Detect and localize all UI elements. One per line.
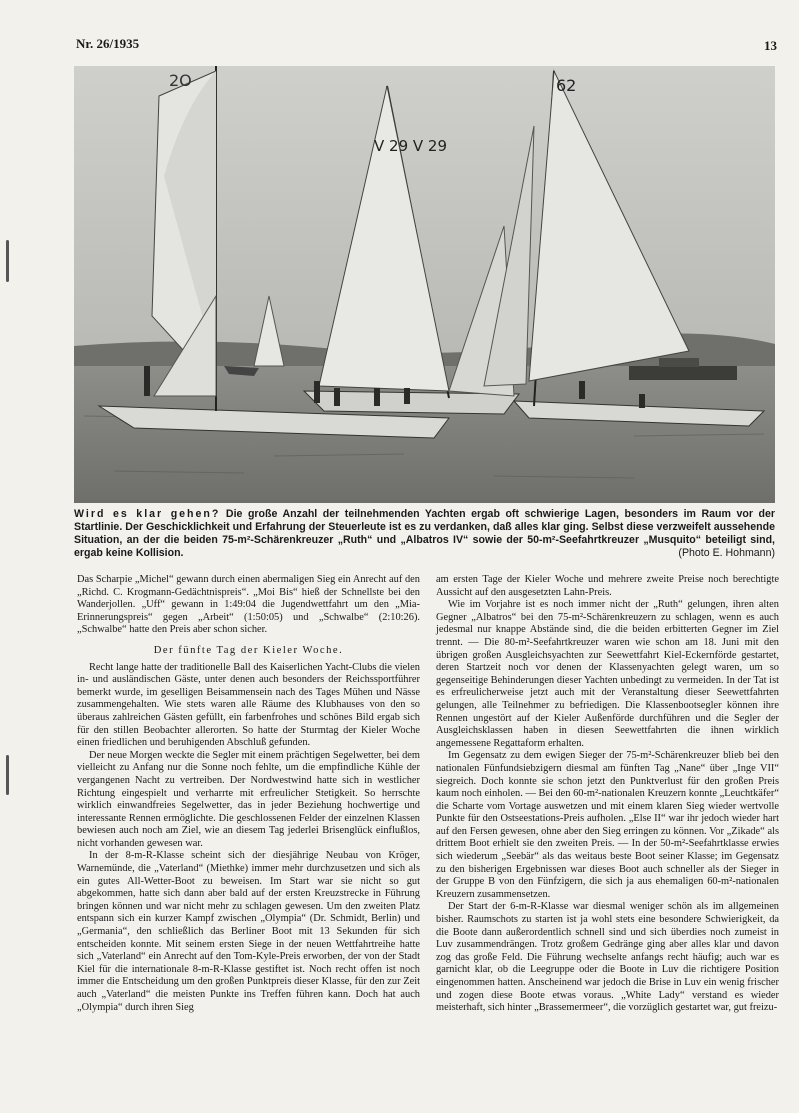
binding-mark-bottom — [6, 755, 9, 795]
caption-lead: Wird es klar gehen? — [74, 508, 221, 520]
sail-number-center: V 29 V 29 — [374, 137, 448, 155]
photo-credit: (Photo E. Hohmann) — [678, 547, 775, 559]
paragraph: In der 8-m-R-Klasse scheint sich der diesjährige Neubau von Kröger, Warnemünde, die „Vaterland“ (Miethke) immer mehr durchzusetzen und sich als ein gutes All-Wetter-Boot zu beweisen. Im Start war sie nicht so gut abgekommen, hatte sich dann aber bald auf der ersten Kreuzstrecke in Führung bringen können und war nicht mehr zu schlagen gewesen. Um den zweiten Platz entspann sich ein kurzer Kampf zwischen „Olympia“ (Dr. Schmidt, Berlin) und „Germania“, den schließlich das Berliner Boot mit 13 Sekunden für sich entscheiden konnte. Mit seinem ersten Siege in der neuen Wettfahrtreihe hatte sich „Vaterland“ ein Anrecht auf den Tom-Kyle-Preis erworben, der von der Stadt Kiel für die internationale 8-m-R-Klasse gestiftet ist. Noch recht offen ist noch immer die Entscheidung um den großen Punktpreis dieser Klasse, für den zur Zeit auch „Vaterland“ die meisten Punkte ins Treffen führen kann. Doch hat auch „Olympia“ durch ihren Sieg — [77, 850, 420, 1013]
regatta-photo — [74, 66, 775, 503]
sail-number-left: 2O — [169, 71, 192, 90]
left-column — [77, 574, 420, 1014]
paragraph: Im Gegensatz zu dem ewigen Sieger der 75-m²-Schärenkreuzer blieb bei den nationalen Fünfundsiebzigern diesmal am fünften Tag „Nane“ über „Inge VII“ siegreich. Doch konnte sie schon jetzt den Punktverlust für den großen Preis kaum noch einholen. — Bei den 60-m²-nationalen Kreuzern konnte „Leuchtkäfer“ die Scharte vom Vortage auswetzen und mit einem klaren Sieg wieder wertvolle Punkte für den Ostseestations-Preis aufholen. „Else II“ war ihr jedoch wieder hart auf den Fersen gewesen, ohne aber den Sieg erringen zu können. Vor „Zikade“ als drittem Boot erhielt sie den zweiten Preis. — In der 50-m²-Seefahrtklasse erwies sich wiederum „Seebär“ als das weitaus beste Boot seiner Klasse; im Gegensatz zu den bisherigen Ergebnissen war dieses Boot auch schneller als der Sieger in der Gruppe B von den Fünfzigern, die sich ja aus ehemaligen 60-m²-nationalen Kreuzern zusammensetzen. — [436, 750, 779, 900]
sail-number-right: 62 — [556, 76, 577, 95]
paragraph: Recht lange hatte der traditionelle Ball des Kaiserlichen Yacht-Clubs die vielen in- und ausländischen Gäste, unter denen auch besonders der Reichssportführer bemerkt wurde, im geselligen Beisammensein nach des Tages Mühen und Nässe zusammengehalten. Wie stets waren alle Räume des Klubhauses von den so überaus zahlreichen Gästen gefüllt, ein farbenfrohes und schönes Bild ergab sich für den stillen Beobachter allerorten. So hatte der Sturmtag der Kieler Woche einen friedlichen und beruhigenden Abschluß gefunden. — [77, 661, 420, 749]
binding-mark-top — [6, 240, 9, 282]
paragraph: Wie im Vorjahre ist es noch immer nicht der „Ruth“ gelungen, ihren alten Gegner „Albatros“ bei den 75-m²-Schärenkreuzern zu schlagen, wenn es auch jedesmal nur knappe Abstände sind, die die beiden erbitterten Gegner im Ziel trennt. — Die 80-m²-Seefahrtkreuzer waren wie schon am 18. Juni mit den übrigen großen Ausgleichsyachten zur Seewettfahrt Kiel-Eckernförde gestartet, deren Startzeit noch vor denen der Klassenyachten gelegt waren, um so gegenseitige Behinderungen dieser Yachten unbedingt zu vermeiden. In der Tat ist es erfreulicherweise jetzt auch mit der Veranstaltung dieser Seewettfahrten gelungen, alle Teilnehmer zu befriedigen. Die Klassenbootsegler können ihre Rennen ungestört auf der Kieler Außenförde durchführen und die Segler der Ausgleichsklassen haben in diesen Seewettfahrten die ihnen wirklich angemessene Regattaform erhalten. — [436, 599, 779, 749]
section-heading: Der fünfte Tag der Kieler Woche. — [153, 644, 344, 656]
photo-caption — [74, 508, 775, 560]
caption-text: Die große Anzahl der teilnehmenden Yachten ergab oft schwierige Lagen, besonders im Raum vor der Startlinie. Der Geschicklichkeit und Erfahrung der Steuerleute ist es zu verdanken, daß alles klar ging. Selbst diese verzweifelt aussehende Situation, an der die beiden 75-m²-Schärenkreuzer „Ruth“ und „Albatros IV“ sowie der 50-m²-Seefahrtkreuzer „Musquito“ beteiligt sind, ergab keine Kollision. — [74, 508, 775, 559]
paragraph: am ersten Tage der Kieler Woche und mehrere zweite Preise noch berechtigte Aussicht auf den ausgesetzten Lahn-Preis. — [436, 574, 779, 598]
paragraph: Der Start der 6-m-R-Klasse war diesmal weniger schön als im allgemeinen bisher. Raumschots zu starten ist ja wohl stets eine besondere Schwierigkeit, da die Boote dann außerordentlich schnell sind und sich überdies noch zumeist in Luv zusammendrängen. Trotz großem Gedränge ging aber alles klar und davon zog das große Feld. Die Führung wechselte anfangs recht häufig; auch war es garnicht klar, ob die Leegruppe oder die Boote in Luv die richtigere Position eingenommen hatten. Anscheinend war jedoch die Brise in Luv ein wenig frischer und zogen diese Boote etwas voraus. „White Lady“ verstand es wieder meisterhaft, sich hinter „Brassemermeer“, die vorzüglich gestartet war, gut freizu- — [436, 901, 779, 1014]
paragraph: Das Scharpie „Michel“ gewann durch einen abermaligen Sieg ein Anrecht auf den „Richd. C. Krogmann-Gedächtnispreis“. „Moi Bis“ hieß der Schnellste bei den Wanderjollen. „Uff“ gewann in 1:49:04 die Jugendwettfahrt um den „Mia-Erinnerungspreis“ gegen „Arbeit“ (1:50:05) und „Schwalbe“ (2:10:26). „Schwalbe“ hatte den Preis aber schon sicher. — [77, 574, 420, 636]
issue-number: Nr. 26/1935 — [76, 36, 140, 51]
paragraph: Der neue Morgen weckte die Segler mit einem prächtigen Segelwetter, bei dem vielleicht zu Anfang nur die Sonne noch fehlte, um die empfindliche Kühle der vergangenen Nacht zu vertreiben. Der Nordwestwind hatte sich in westlicher Richtung eingespielt und verharrte mit erfreulicher Stetigkeit. So herrschte wirklich einwandfreies Segelwetter, das in jeder Beziehung hochwertige und interessante Rennen ermöglichte. Die geschlossenen Felder der einzelnen Klassen bewiesen auch noch am Ziel, wie an diesem Tag jederlei Brisenglück einflußlos, nicht vorhanden gewesen war. — [77, 749, 420, 849]
sailing-yachts-illustration — [74, 66, 775, 503]
page-number: 13 — [764, 38, 777, 53]
right-column — [436, 574, 779, 1015]
